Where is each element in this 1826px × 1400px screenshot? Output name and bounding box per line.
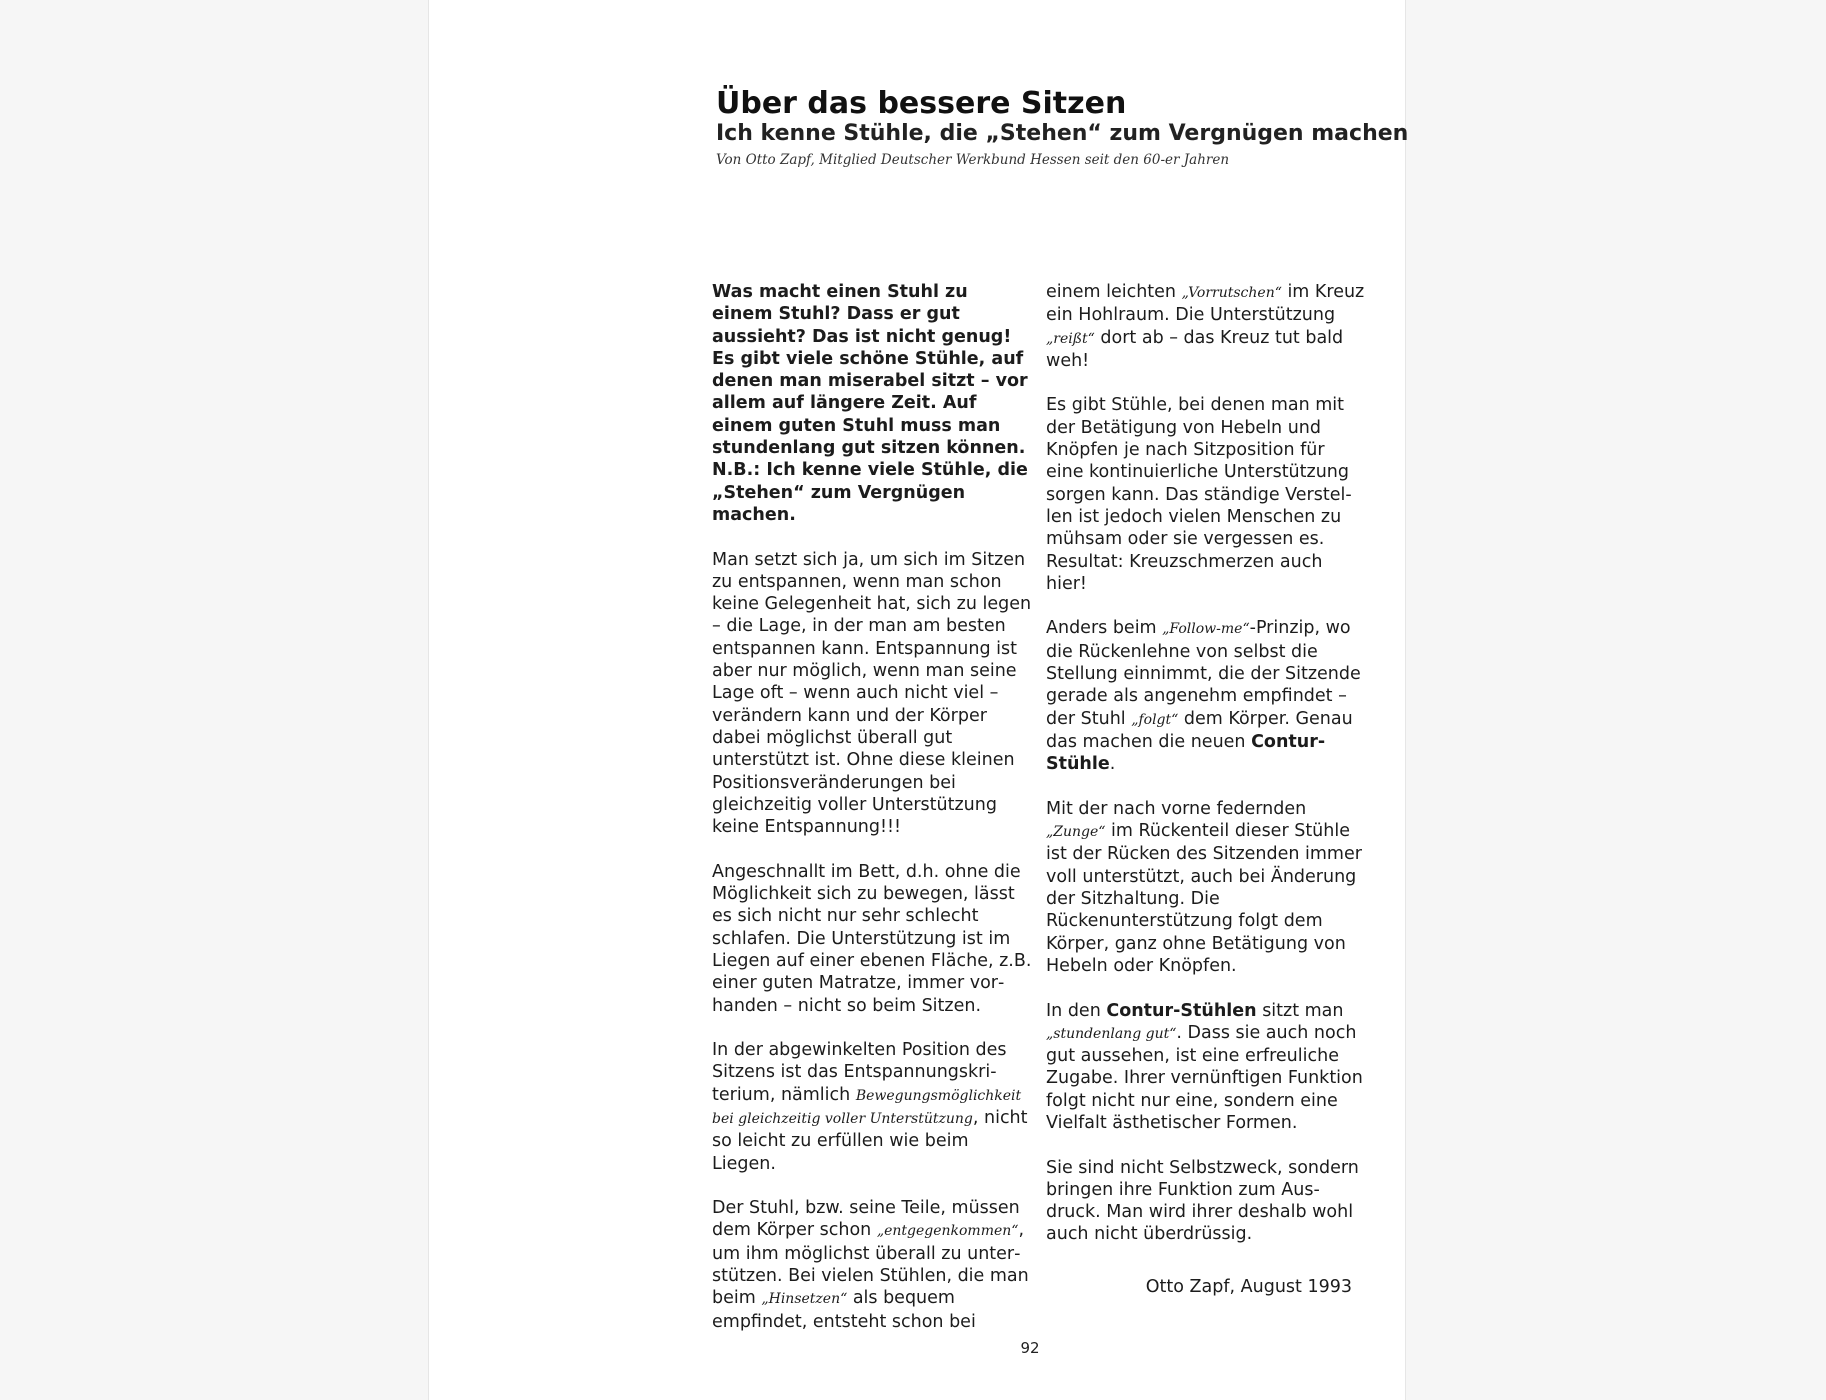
paragraph [712,1197,1032,1333]
paragraph [1046,1000,1366,1135]
text-run: In den [1046,1000,1107,1021]
text-run: In der abgewinkelten Position des Sitzens ist das Entspannungskriterium, nämlich [712,1040,1007,1105]
text-run: Mit der nach vorne federnden [1046,798,1307,819]
italic-term: „Follow-me“ [1162,621,1250,638]
text-column-left [712,281,1032,1355]
italic-term: Bewegungsmöglichkeit bei gleichzeitig voller Unterstützung [712,1087,1022,1127]
article-byline: Von Otto Zapf, Mitglied Deutscher Werkbund Hessen seit den 60-er Jahren [716,152,1230,168]
text-run: im Rückenteil dieser Stühle ist der Rücken des Sitzenden immer voll unterstützt, auch bei Änderung der Sitzhaltung. Die Rückenunterstützung folgt dem Körper, ganz ohne Betätigung von Hebeln oder Knöpfen. [1046,821,1362,976]
article-subtitle: Ich kenne Stühle, die „Stehen“ zum Vergnügen machen [716,121,1409,146]
text-run: Der Stuhl, bzw. seine Teile, müssen dem Körper schon [712,1198,1020,1241]
text-run: , um ihm möglichst überall zu unterstützen. Bei vielen Stühlen, die man beim [712,1220,1029,1309]
author-signature: Otto Zapf, August 1993 [1145,1277,1352,1297]
text-run: als bequem empfindet, entsteht schon bei [712,1288,976,1332]
page-number: 92 [1020,1339,1040,1357]
text-run: dem Körper. Genau das machen die neuen [1046,708,1353,752]
italic-term: „folgt“ [1131,711,1179,728]
text-run: . Dass sie auch noch gut aussehen, ist eine erfreuliche Zugabe. Ihrer vernünftigen Funktion folgt nicht nur eine, sondern eine Vielfalt ästhetischer Formen. [1046,1022,1363,1133]
italic-term: „Hinsetzen“ [761,1291,848,1308]
paragraph: Sie sind nicht Selbstzweck, sondern bringen ihre Funktion zum Ausdruck. Man wird ihrer deshalb wohl auch nicht überdrüssig. [1046,1157,1359,1245]
text-column-right [1046,281,1366,1268]
text-run: einem leichten [1046,282,1182,302]
text-run: dort ab – das Kreuz tut bald weh! [1046,327,1344,371]
article-title: Über das bessere Sitzen [716,86,1127,121]
paragraph: Man setzt sich ja, um sich im Sitzen zu entspannen, wenn man schon keine Gelegenheit hat, sich zu legen – die Lage, in der man am besten entspannen kann. Entspannung ist aber nur möglich, wenn man seine Lage oft – wenn auch nicht viel – verändern kann und der Körper dabei möglichst überall gut unterstützt ist. Ohne diese kleinen Positionsveränderungen bei gleichzeitig voller Unterstützung keine Entspannung!!! [712,549,1032,838]
text-run: . [1109,754,1116,775]
italic-term: „Vorrutschen“ [1181,285,1282,301]
brand-name: Contur-Stühlen [1106,1000,1257,1021]
brand-name: Contur-Stühle [1046,731,1326,775]
italic-term: „reißt“ [1046,330,1095,347]
text-run: -Prinzip, wo die Rückenlehne von selbst die Stellung einnimmt, die der Sitzende gerade als angenehm empfindet – der Stuhl [1046,618,1361,729]
paragraph [1046,281,1366,372]
text-run: , nicht so leicht zu erfüllen wie beim Liegen. [712,1107,1028,1174]
paragraph [1046,798,1366,977]
italic-term: „entgegenkommen“ [876,1223,1019,1240]
italic-term: „Zunge“ [1046,824,1106,841]
text-run: sitzt man [1256,1000,1344,1021]
text-run: Anders beim [1046,618,1163,639]
text-run: im Kreuz ein Hohlraum. Die Unterstützung [1046,282,1365,326]
intro-paragraph: Was macht einen Stuhl zu einem Stuhl? Dass er gut aussieht? Das ist nicht genug! Es gibt viele schöne Stühle, auf denen man miserabel sitzt – vor allem auf längere Zeit. Auf einem guten Stuhl muss man stundenlang gut sitzen können. N.B.: Ich kenne viele Stühle, die „Stehen“ zum Vergnügen machen. [712,282,1028,525]
paragraph: Es gibt Stühle, bei denen man mit der Betätigung von Hebeln und Knöpfen je nach Sitzposition für eine kontinuierliche Unterstützung sorgen kann. Das ständige Verstellen ist jedoch vielen Menschen zu mühsam oder sie vergessen es. Resultat: Kreuzschmerzen auch hier! [1046,395,1352,594]
italic-term: „stundenlang gut“ [1046,1025,1177,1042]
paragraph [712,1039,1032,1175]
paragraph [1046,617,1366,775]
paragraph: Angeschnallt im Bett, d.h. ohne die Möglichkeit sich zu bewegen, lässt es sich nicht nur sehr schlecht schlafen. Die Unterstützung ist im Liegen auf einer ebenen Fläche, z.B. einer guten Matratze, immer vorhanden – nicht so beim Sitzen. [712,861,1032,1016]
